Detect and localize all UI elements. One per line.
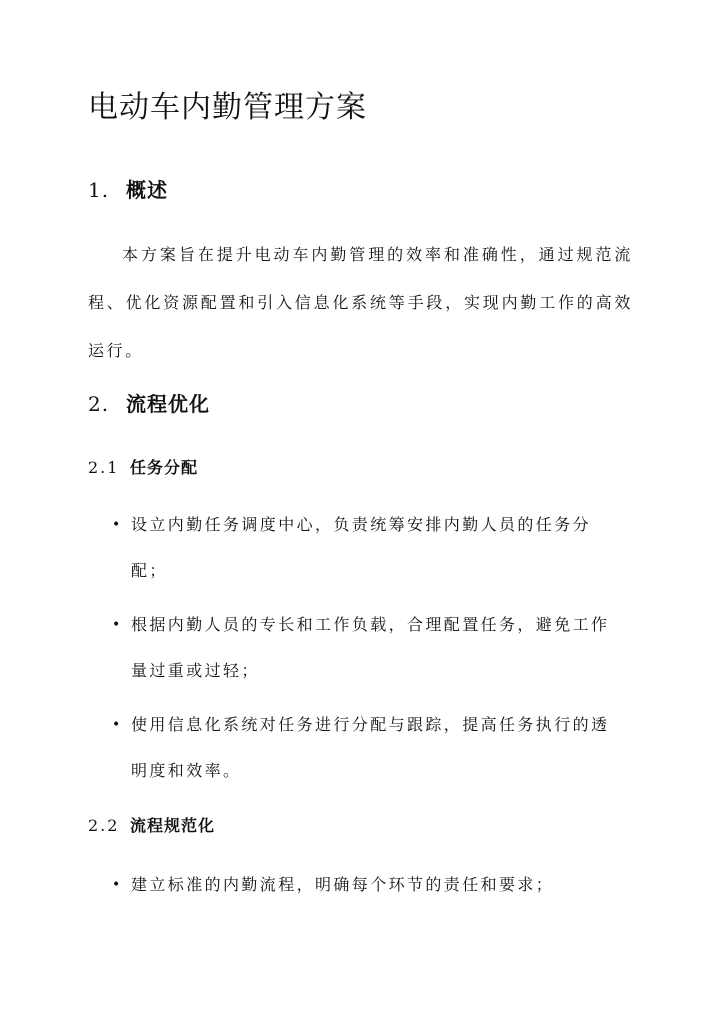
list-item-text: 设立内勤任务调度中心，负责统筹安排内勤人员的任务分配； [131,515,592,580]
overview-paragraph: 本方案旨在提升电动车内勤管理的效率和准确性，通过规范流程、优化资源配置和引入信息化系统等手段，实现内勤工作的高效运行。 [88,245,633,360]
subsection-heading-process-standardization [88,814,215,838]
subsection-heading-task-assignment [88,456,198,480]
subsection-title: 流程规范化 [130,816,216,835]
section-number: 1. [88,178,110,202]
subsection-number: 2.2 [88,816,120,835]
list-item [88,702,633,794]
section-title: 概述 [126,178,168,202]
section-title: 流程优化 [126,392,210,416]
list-item [88,502,633,594]
section-heading-overview [88,176,168,204]
list-item-text: 使用信息化系统对任务进行分配与跟踪，提高任务执行的透明度和效率。 [131,715,610,780]
bullet-icon: • [112,617,123,633]
list-item-text: 根据内勤人员的专长和工作负载，合理配置任务，避免工作量过重或过轻； [131,615,610,680]
subsection-title: 任务分配 [130,458,199,477]
bullet-icon: • [112,877,123,893]
section-number: 2. [88,392,110,416]
subsection-number: 2.1 [88,458,120,477]
list-item [88,862,633,908]
bullet-icon: • [112,717,123,733]
section-heading-process-optimization [88,390,210,418]
bullet-icon: • [112,517,123,533]
list-item [88,602,633,694]
list-item-text: 建立标准的内勤流程，明确每个环节的责任和要求； [131,875,555,894]
document-title: 电动车内勤管理方案 [88,90,367,125]
